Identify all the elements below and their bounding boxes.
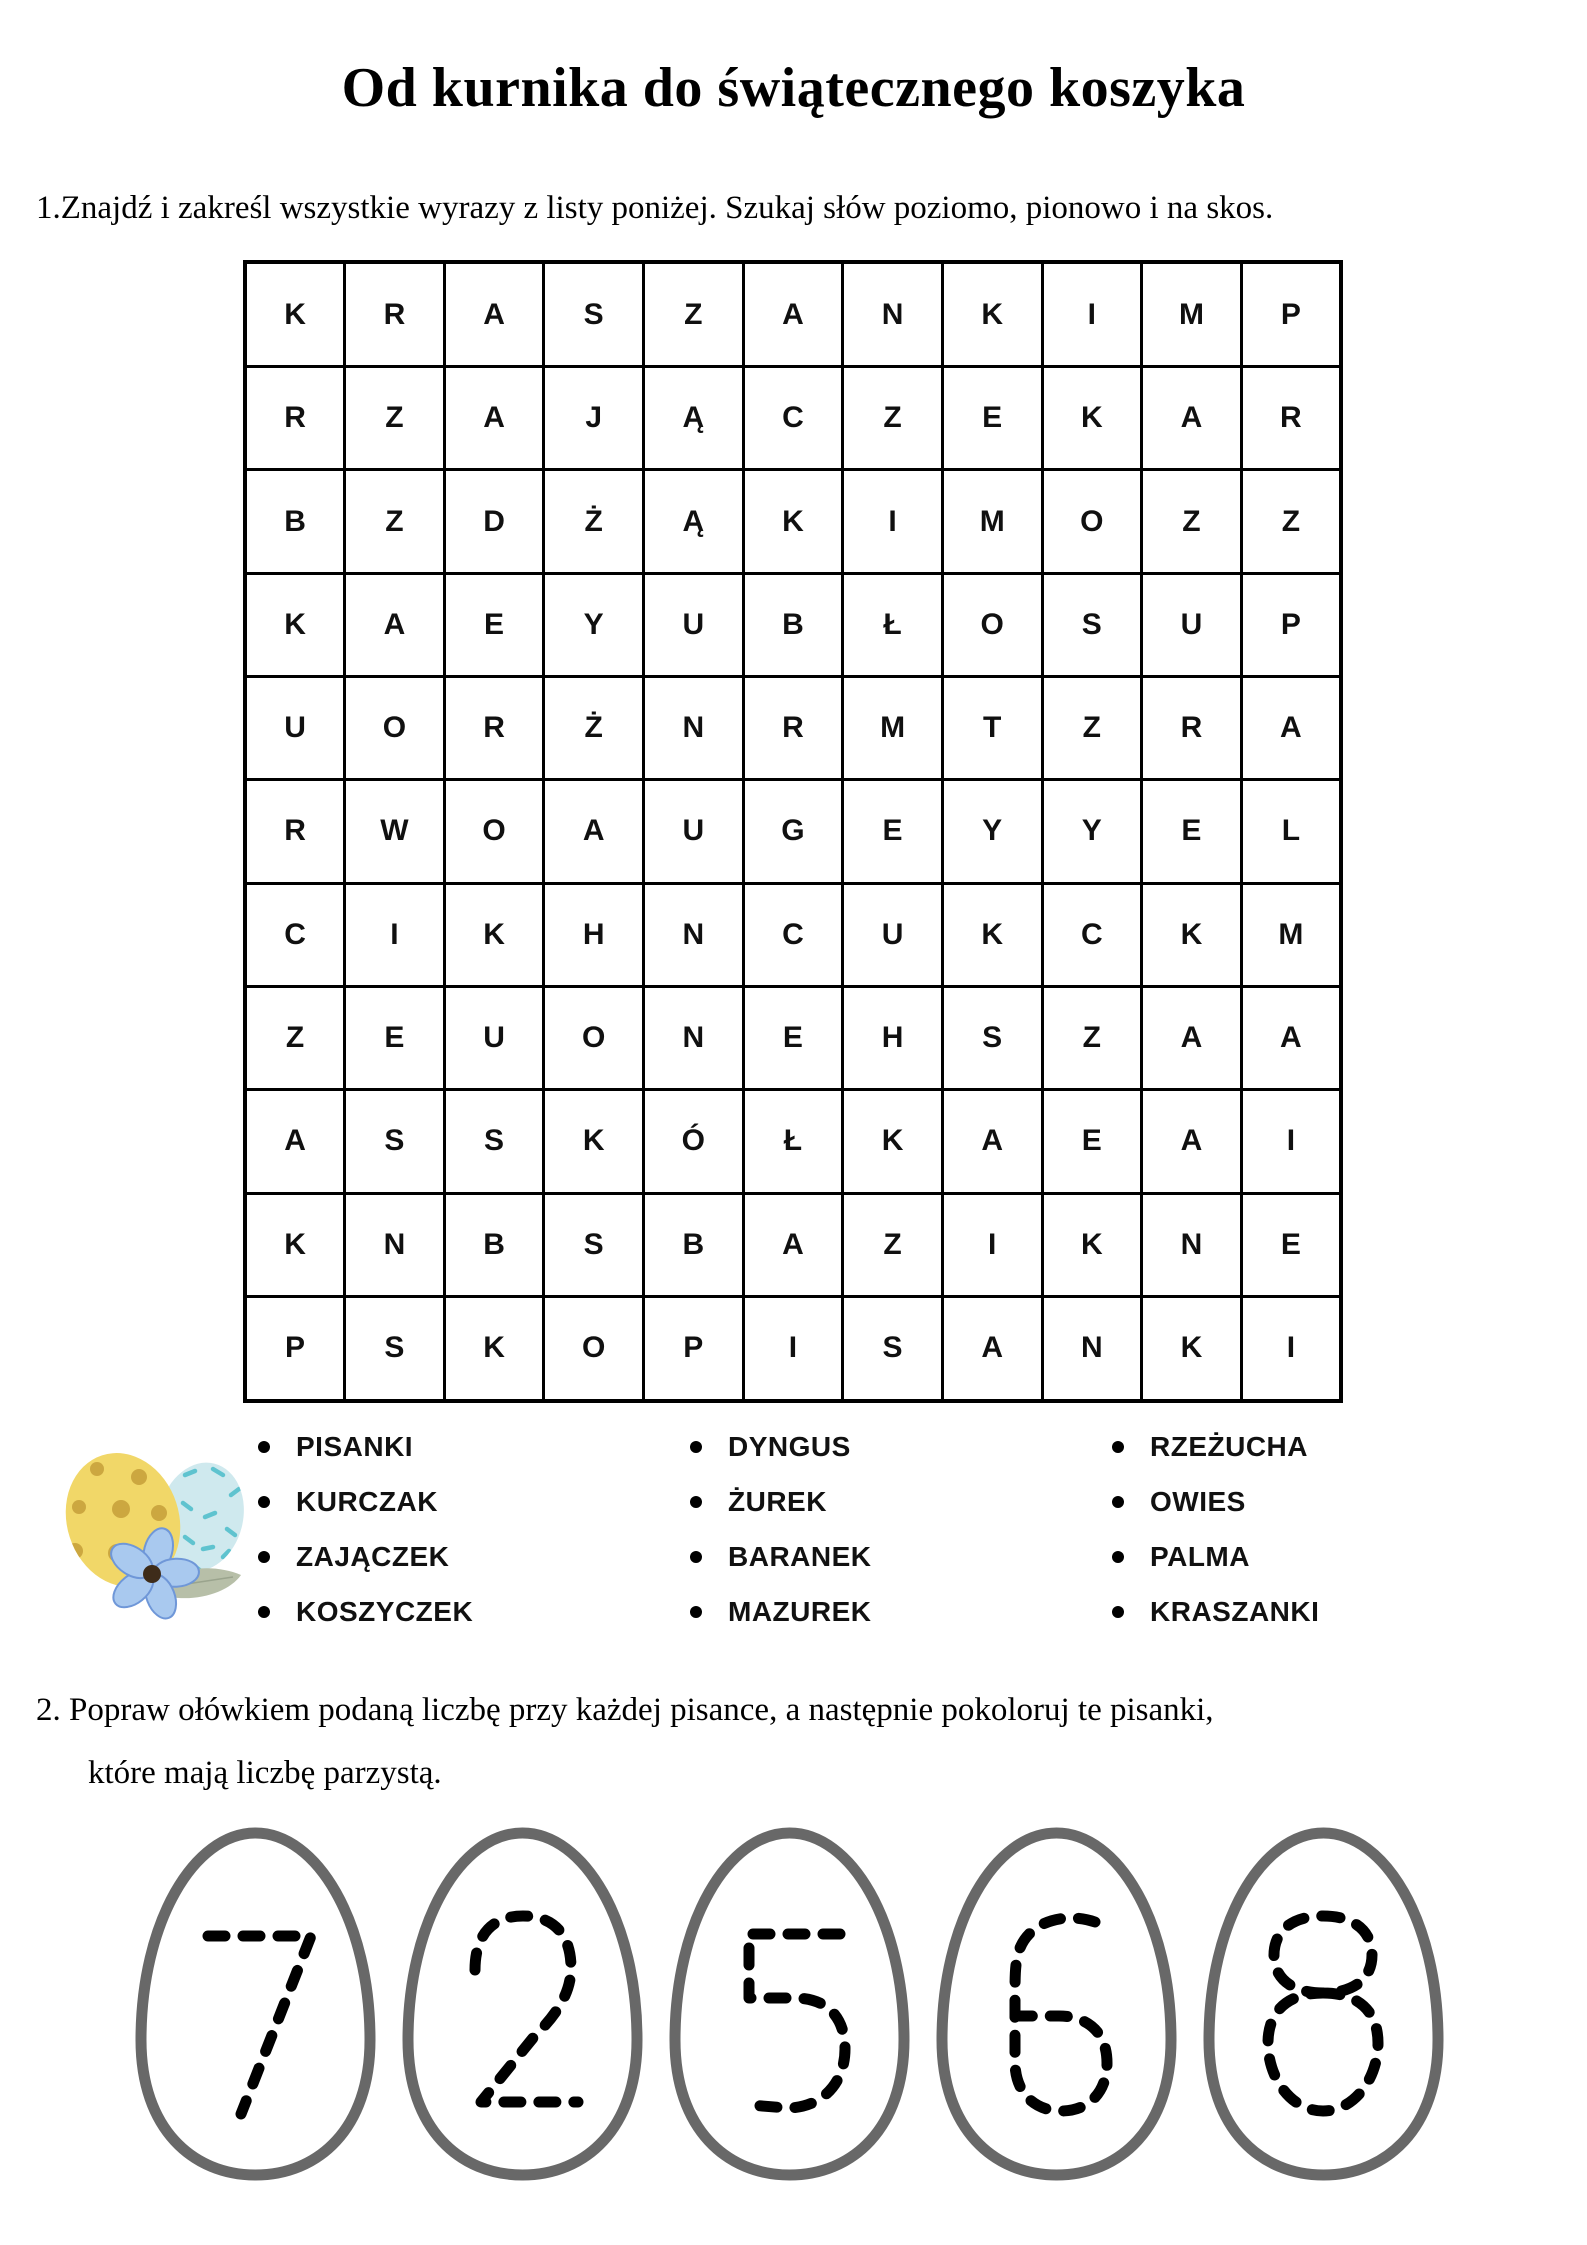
instruction-2 (36, 1690, 1557, 1795)
grid-cell-letter: Y (942, 780, 1042, 883)
grid-cell-letter: U (843, 883, 943, 986)
word-label: OWIES (1150, 1486, 1246, 1517)
trace-eggs-row (118, 1824, 1453, 2184)
grid-cell-letter: M (1142, 262, 1242, 367)
word-list-item (690, 1597, 872, 1627)
grid-cell-letter: U (1142, 573, 1242, 676)
word-list-item (258, 1432, 473, 1462)
grid-cell-letter: R (245, 780, 345, 883)
grid-cell-letter: I (843, 470, 943, 573)
grid-cell-letter: K (1042, 367, 1142, 470)
grid-cell-letter: E (843, 780, 943, 883)
grid-cell-letter: N (1142, 1193, 1242, 1296)
grid-cell-letter: W (345, 780, 445, 883)
grid-cell-letter: Z (1142, 470, 1242, 573)
grid-cell-letter: K (245, 1193, 345, 1296)
grid-cell-letter: Y (544, 573, 644, 676)
word-list-item (258, 1597, 473, 1627)
grid-cell-letter: B (245, 470, 345, 573)
grid-cell-letter: K (942, 262, 1042, 367)
word-label: DYNGUS (728, 1431, 851, 1462)
bullet-icon (690, 1551, 702, 1563)
grid-cell-letter: B (743, 573, 843, 676)
grid-row (245, 780, 1341, 883)
word-list-item (1112, 1432, 1319, 1462)
grid-cell-letter: Ą (644, 367, 744, 470)
grid-cell-letter: A (1142, 1090, 1242, 1193)
grid-cell-letter: I (345, 883, 445, 986)
word-search-grid (243, 260, 1343, 1403)
grid-cell-letter: E (942, 367, 1042, 470)
grid-cell-letter: N (644, 883, 744, 986)
word-list-item (1112, 1597, 1319, 1627)
trace-egg-number-6 (919, 1824, 1194, 2184)
grid-cell-letter: K (843, 1090, 943, 1193)
grid-cell-letter: I (1241, 1296, 1341, 1401)
grid-cell-letter: A (345, 573, 445, 676)
word-label: ŻUREK (728, 1486, 827, 1517)
word-label: RZEŻUCHA (1150, 1431, 1308, 1462)
trace-egg-svg (385, 1824, 660, 2184)
grid-row (245, 677, 1341, 780)
grid-cell-letter: K (1042, 1193, 1142, 1296)
grid-cell-letter: Ł (743, 1090, 843, 1193)
grid-cell-letter: M (1241, 883, 1341, 986)
grid-cell-letter: R (1241, 367, 1341, 470)
word-label: PISANKI (296, 1431, 414, 1462)
grid-cell-letter: I (743, 1296, 843, 1401)
grid-cell-letter: E (1241, 1193, 1341, 1296)
page-title: Od kurnika do świątecznego koszyka (341, 57, 1246, 119)
grid-cell-letter: R (345, 262, 445, 367)
grid-row (245, 470, 1341, 573)
grid-row (245, 262, 1341, 367)
trace-egg-svg (919, 1824, 1194, 2184)
bullet-icon (258, 1551, 270, 1563)
grid-cell-letter: R (743, 677, 843, 780)
word-label: KURCZAK (296, 1486, 438, 1517)
grid-cell-letter: I (1042, 262, 1142, 367)
egg-outline (141, 1833, 370, 2175)
grid-cell-letter: Z (644, 262, 744, 367)
grid-cell-letter: S (544, 1193, 644, 1296)
grid-cell-letter: P (644, 1296, 744, 1401)
bullet-icon (258, 1606, 270, 1618)
word-search-grid-body (245, 262, 1341, 1401)
grid-cell-letter: S (843, 1296, 943, 1401)
easter-eggs-illustration (35, 1425, 260, 1650)
grid-cell-letter: E (743, 986, 843, 1089)
word-list-item (690, 1542, 872, 1572)
grid-cell-letter: A (444, 262, 544, 367)
trace-egg-number-5 (652, 1824, 927, 2184)
grid-cell-letter: A (942, 1296, 1042, 1401)
grid-cell-letter: A (1241, 986, 1341, 1089)
grid-cell-letter: C (245, 883, 345, 986)
grid-cell-letter: S (544, 262, 644, 367)
word-list-column-1 (258, 1432, 473, 1652)
grid-cell-letter: A (544, 780, 644, 883)
grid-cell-letter: K (444, 1296, 544, 1401)
bullet-icon (690, 1606, 702, 1618)
grid-cell-letter: A (1241, 677, 1341, 780)
grid-cell-letter: K (544, 1090, 644, 1193)
word-list-item (1112, 1487, 1319, 1517)
bullet-icon (258, 1496, 270, 1508)
grid-cell-letter: M (942, 470, 1042, 573)
instruction-2-line-2: które mają liczbę parzystą. (88, 1755, 442, 1792)
bullet-icon (258, 1441, 270, 1453)
trace-egg-svg (118, 1824, 393, 2184)
grid-cell-letter: P (1241, 262, 1341, 367)
grid-cell-letter: J (544, 367, 644, 470)
grid-cell-letter: S (345, 1296, 445, 1401)
trace-egg-svg (652, 1824, 927, 2184)
grid-cell-letter: U (644, 780, 744, 883)
grid-cell-letter: Ż (544, 677, 644, 780)
grid-cell-letter: Z (843, 367, 943, 470)
grid-cell-letter: O (544, 1296, 644, 1401)
grid-row (245, 573, 1341, 676)
grid-cell-letter: A (743, 1193, 843, 1296)
egg-outline (1209, 1833, 1438, 2175)
grid-cell-letter: N (1042, 1296, 1142, 1401)
trace-egg-number-2 (385, 1824, 660, 2184)
word-list-column-3 (1112, 1432, 1319, 1652)
grid-cell-letter: N (644, 677, 744, 780)
grid-cell-letter: Ó (644, 1090, 744, 1193)
grid-cell-letter: U (444, 986, 544, 1089)
grid-cell-letter: L (1241, 780, 1341, 883)
grid-cell-letter: B (644, 1193, 744, 1296)
grid-cell-letter: U (644, 573, 744, 676)
grid-cell-letter: Z (843, 1193, 943, 1296)
grid-cell-letter: R (1142, 677, 1242, 780)
grid-cell-letter: C (743, 883, 843, 986)
grid-cell-letter: Ż (544, 470, 644, 573)
grid-cell-letter: E (1042, 1090, 1142, 1193)
egg-outline (942, 1833, 1171, 2175)
grid-cell-letter: K (743, 470, 843, 573)
egg-outline (675, 1833, 904, 2175)
bullet-icon (690, 1496, 702, 1508)
grid-cell-letter: Z (1042, 677, 1142, 780)
grid-cell-letter: E (345, 986, 445, 1089)
bullet-icon (1112, 1441, 1124, 1453)
grid-cell-letter: A (1142, 367, 1242, 470)
grid-cell-letter: A (245, 1090, 345, 1193)
grid-cell-letter: Ą (644, 470, 744, 573)
instruction-2-line-1: 2. Popraw ołówkiem podaną liczbę przy każdej pisance, a następnie pokoloruj te pisanki, (36, 1692, 1214, 1728)
grid-cell-letter: E (444, 573, 544, 676)
word-list-item (690, 1487, 872, 1517)
grid-cell-letter: A (743, 262, 843, 367)
egg-outline (408, 1833, 637, 2175)
grid-cell-letter: A (444, 367, 544, 470)
grid-row (245, 1193, 1341, 1296)
grid-cell-letter: S (942, 986, 1042, 1089)
grid-cell-letter: P (1241, 573, 1341, 676)
grid-cell-letter: K (444, 883, 544, 986)
grid-cell-letter: M (843, 677, 943, 780)
grid-cell-letter: N (644, 986, 744, 1089)
grid-cell-letter: A (1142, 986, 1242, 1089)
grid-row (245, 883, 1341, 986)
grid-cell-letter: N (843, 262, 943, 367)
bullet-icon (1112, 1606, 1124, 1618)
word-label: PALMA (1150, 1541, 1250, 1572)
word-list-item (258, 1487, 473, 1517)
grid-cell-letter: U (245, 677, 345, 780)
grid-row (245, 1296, 1341, 1401)
grid-cell-letter: Ł (843, 573, 943, 676)
grid-cell-letter: S (345, 1090, 445, 1193)
flower-center (143, 1565, 161, 1583)
grid-cell-letter: Z (1042, 986, 1142, 1089)
grid-cell-letter: C (743, 367, 843, 470)
bullet-icon (1112, 1551, 1124, 1563)
grid-cell-letter: H (843, 986, 943, 1089)
trace-egg-number-7 (118, 1824, 393, 2184)
word-list-item (258, 1542, 473, 1572)
grid-cell-letter: O (942, 573, 1042, 676)
grid-row (245, 367, 1341, 470)
grid-cell-letter: Y (1042, 780, 1142, 883)
grid-cell-letter: P (245, 1296, 345, 1401)
grid-cell-letter: Z (1241, 470, 1341, 573)
grid-cell-letter: B (444, 1193, 544, 1296)
grid-cell-letter: K (245, 262, 345, 367)
instruction-1: 1.Znajdź i zakreśl wszystkie wyrazy z listy poniżej. Szukaj słów poziomo, pionowo i na skos. (36, 190, 1274, 226)
grid-cell-letter: K (1142, 883, 1242, 986)
grid-cell-letter: O (544, 986, 644, 1089)
bullet-icon (1112, 1496, 1124, 1508)
word-label: ZAJĄCZEK (296, 1541, 450, 1572)
word-label: BARANEK (728, 1541, 872, 1572)
grid-row (245, 986, 1341, 1089)
bullet-icon (690, 1441, 702, 1453)
grid-cell-letter: S (444, 1090, 544, 1193)
word-list-item (690, 1432, 872, 1462)
grid-cell-letter: D (444, 470, 544, 573)
grid-cell-letter: I (1241, 1090, 1341, 1193)
grid-cell-letter: N (345, 1193, 445, 1296)
grid-cell-letter: K (942, 883, 1042, 986)
grid-cell-letter: H (544, 883, 644, 986)
grid-cell-letter: R (444, 677, 544, 780)
grid-cell-letter: K (1142, 1296, 1242, 1401)
grid-cell-letter: Z (345, 470, 445, 573)
grid-cell-letter: E (1142, 780, 1242, 883)
grid-cell-letter: O (1042, 470, 1142, 573)
grid-cell-letter: T (942, 677, 1042, 780)
grid-cell-letter: C (1042, 883, 1142, 986)
grid-cell-letter: R (245, 367, 345, 470)
word-label: MAZUREK (728, 1596, 872, 1627)
grid-cell-letter: S (1042, 573, 1142, 676)
grid-cell-letter: A (942, 1090, 1042, 1193)
grid-cell-letter: I (942, 1193, 1042, 1296)
trace-egg-svg (1186, 1824, 1461, 2184)
grid-cell-letter: K (245, 573, 345, 676)
grid-cell-letter: Z (245, 986, 345, 1089)
grid-cell-letter: G (743, 780, 843, 883)
grid-row (245, 1090, 1341, 1193)
grid-cell-letter: Z (345, 367, 445, 470)
grid-cell-letter: O (345, 677, 445, 780)
word-list-item (1112, 1542, 1319, 1572)
word-label: KRASZANKI (1150, 1596, 1320, 1627)
grid-cell-letter: O (444, 780, 544, 883)
word-label: KOSZYCZEK (296, 1596, 474, 1627)
trace-egg-number-8 (1186, 1824, 1461, 2184)
word-list-column-2 (690, 1432, 872, 1652)
